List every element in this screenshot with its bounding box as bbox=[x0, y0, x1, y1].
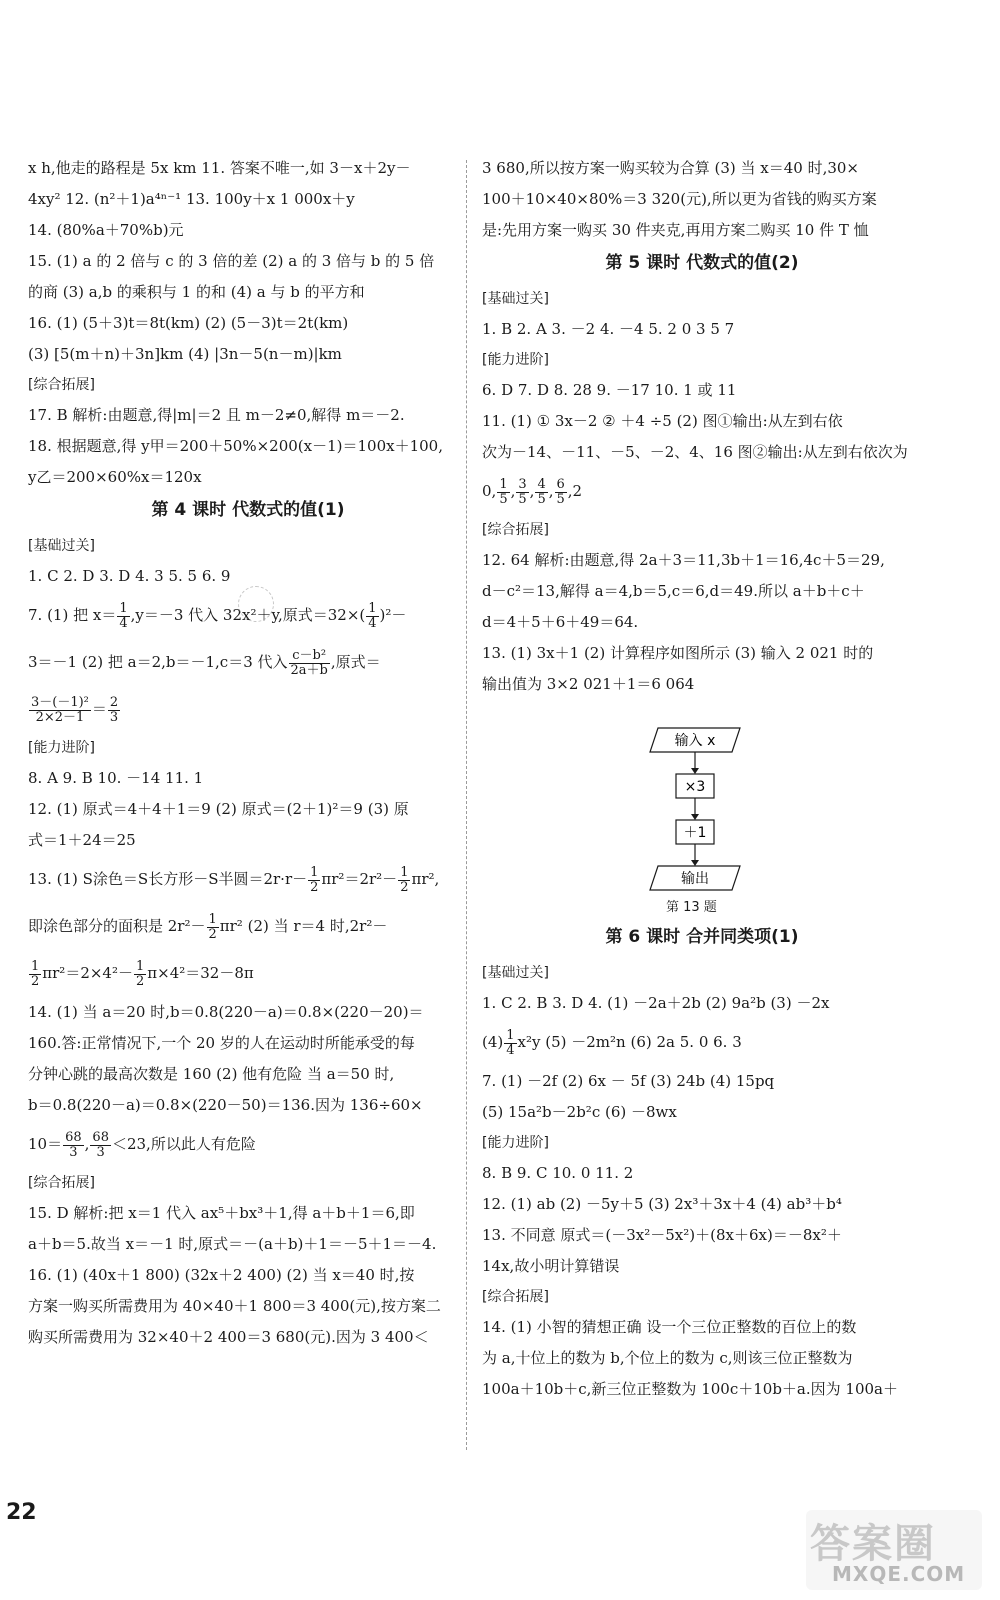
fraction bbox=[134, 960, 146, 989]
text-line: 7. (1) －2f (2) 6x － 5f (3) 24b (4) 15pq bbox=[482, 1072, 775, 1090]
fraction bbox=[516, 478, 528, 507]
text-line: 18. 根据题意,得 y甲＝200＋50%×200(x－1)＝100x＋100, bbox=[28, 437, 443, 455]
section-heading: [基础过关] bbox=[482, 291, 549, 307]
text-span: 即涂色部分的面积是 2r²－ bbox=[28, 917, 206, 935]
text-span: ,y＝－3 代入 32x²＋y,原式＝32×( bbox=[130, 606, 366, 624]
fraction-denominator: 2 bbox=[400, 879, 409, 895]
fraction bbox=[29, 696, 91, 725]
text-line: x h,他走的路程是 5x km 11. 答案不唯一,如 3－x＋2y－ bbox=[28, 159, 411, 177]
text-line: (5) 15a²b－2b²c (6) －8wx bbox=[482, 1103, 677, 1121]
text-line: 1. C 2. B 3. D 4. (1) －2a＋2b (2) 9a²b (3) －2x bbox=[482, 994, 830, 1012]
text-line: 12. (1) ab (2) －5y＋5 (3) 2x³＋3x＋4 (4) ab³＋b⁴ bbox=[482, 1195, 842, 1213]
text-line: 是:先用方案一购买 30 件夹克,再用方案二购买 10 件 T 恤 bbox=[482, 221, 869, 239]
text-line: 15. (1) a 的 2 倍与 c 的 3 倍的差 (2) a 的 3 倍与 b 的 5 倍 bbox=[28, 252, 435, 270]
text-span: 7. (1) 把 x＝ bbox=[28, 606, 117, 624]
fraction-numerator: 1 bbox=[506, 1027, 515, 1043]
left-column bbox=[28, 158, 468, 1358]
text-span: 10＝ bbox=[28, 1135, 63, 1153]
text-line: 14. (80%a＋70%b)元 bbox=[28, 221, 184, 239]
text-line: y乙＝200×60%x＝120x bbox=[28, 468, 202, 486]
text-line: 16. (1) (40x＋1 800) (32x＋2 400) (2) 当 x＝40 时,按 bbox=[28, 1266, 415, 1284]
fraction-denominator: 5 bbox=[499, 491, 508, 507]
text-line bbox=[28, 1126, 468, 1162]
text-line: a＋b＝5.故当 x＝－1 时,原式＝－(a＋b)＋1＝－5＋1＝－4. bbox=[28, 1235, 437, 1253]
fraction bbox=[504, 1029, 516, 1058]
section-heading: [综合拓展] bbox=[28, 1175, 95, 1191]
text-span: ,原式＝ bbox=[330, 653, 381, 671]
text-line: 8. A 9. B 10. －14 11. 1 bbox=[28, 769, 204, 787]
fraction-denominator: 2 bbox=[136, 973, 145, 989]
text-span: )²－ bbox=[379, 606, 407, 624]
text-line bbox=[482, 1024, 922, 1060]
fraction bbox=[398, 866, 410, 895]
text-line: 1. B 2. A 3. －2 4. －4 5. 2 0 3 5 7 bbox=[482, 320, 735, 338]
fraction-denominator: 5 bbox=[556, 491, 565, 507]
section-heading: [基础过关] bbox=[482, 965, 549, 981]
section-heading: [综合拓展] bbox=[28, 377, 95, 393]
text-span: ＜23,所以此人有危险 bbox=[111, 1135, 256, 1153]
text-line: 8. B 9. C 10. 0 11. 2 bbox=[482, 1164, 634, 1182]
fraction bbox=[117, 602, 129, 631]
text-line: 6. D 7. D 8. 28 9. －17 10. 1 或 11 bbox=[482, 381, 737, 399]
lesson-title: 第 6 课时 合并同类项(1) bbox=[605, 927, 799, 947]
text-span: , bbox=[84, 1135, 90, 1153]
fraction-numerator: 3 bbox=[518, 476, 527, 492]
text-line bbox=[28, 861, 468, 897]
section-heading: [能力进阶] bbox=[28, 740, 95, 756]
fraction-numerator: 1 bbox=[136, 958, 145, 974]
text-line: 方案一购买所需费用为 40×40＋1 800＝3 400(元),按方案二 bbox=[28, 1297, 441, 1315]
text-line: 的商 (3) a,b 的乘积与 1 的和 (4) a 与 b 的平方和 bbox=[28, 283, 365, 301]
text-line: 14. (1) 当 a＝20 时,b＝0.8(220－a)＝0.8×(220－20)＝ bbox=[28, 1003, 424, 1021]
section-heading: [基础过关] bbox=[28, 538, 95, 554]
fraction bbox=[63, 1131, 84, 1160]
lesson-title: 第 5 课时 代数式的值(2) bbox=[605, 253, 799, 273]
text-span: ,2 bbox=[567, 482, 583, 500]
fraction-denominator: 4 bbox=[506, 1042, 515, 1058]
fraction-numerator: 1 bbox=[208, 911, 217, 927]
text-line bbox=[28, 644, 468, 680]
text-line: 分钟心跳的最高次数是 160 (2) 他有危险 当 a＝50 时, bbox=[28, 1065, 395, 1083]
text-line: d＝4＋5＋6＋49＝64. bbox=[482, 613, 639, 631]
text-line bbox=[28, 691, 468, 727]
text-span: x²y (5) －2m²n (6) 2a 5. 0 6. 3 bbox=[517, 1033, 742, 1051]
flow-arrowhead bbox=[691, 814, 699, 820]
fraction-numerator: 68 bbox=[65, 1129, 82, 1145]
fraction bbox=[207, 913, 219, 942]
text-span: 0, bbox=[482, 482, 497, 500]
text-line: 100a＋10b＋c,新三位正整数为 100c＋10b＋a.因为 100a＋ bbox=[482, 1380, 898, 1398]
fraction-numerator: c－b² bbox=[289, 649, 330, 664]
fraction-numerator: 1 bbox=[31, 958, 40, 974]
text-span: , bbox=[548, 482, 554, 500]
watermark-text: 答案圈 bbox=[810, 1521, 936, 1567]
text-line: 1. C 2. D 3. D 4. 3 5. 5 6. 9 bbox=[28, 567, 231, 585]
fraction-denominator: 5 bbox=[518, 491, 527, 507]
section-heading: [综合拓展] bbox=[482, 522, 549, 538]
text-line: 为 a,十位上的数为 b,个位上的数为 c,则该三位正整数为 bbox=[482, 1349, 853, 1367]
fraction-denominator: 2 bbox=[208, 926, 217, 942]
flow-arrowhead bbox=[691, 768, 699, 774]
fraction-numerator: 1 bbox=[400, 864, 409, 880]
section-heading: [综合拓展] bbox=[482, 1289, 549, 1305]
flow-input-label: 输入 x bbox=[674, 733, 716, 749]
text-span: πr²＝2×4²－ bbox=[42, 964, 133, 982]
text-span: (4) bbox=[482, 1033, 504, 1051]
fraction-numerator: 4 bbox=[537, 476, 546, 492]
text-span: ＝ bbox=[91, 700, 107, 718]
section-heading: [能力进阶] bbox=[482, 1135, 549, 1151]
text-line: 16. (1) (5＋3)t＝8t(km) (2) (5－3)t＝2t(km) bbox=[28, 314, 349, 332]
fraction-denominator: 3 bbox=[96, 1144, 105, 1160]
text-line bbox=[482, 473, 922, 509]
fraction bbox=[90, 1131, 111, 1160]
fraction-denominator: 4 bbox=[368, 615, 377, 631]
fraction-numerator: 2 bbox=[109, 694, 119, 710]
text-span: π×4²＝32－8π bbox=[147, 964, 254, 982]
fraction-numerator: 68 bbox=[92, 1129, 109, 1145]
fraction-denominator: 2 bbox=[31, 973, 40, 989]
fraction bbox=[29, 960, 41, 989]
text-line: 13. 不同意 原式＝(－3x²－5x²)＋(8x＋6x)＝－8x²＋ bbox=[482, 1226, 842, 1244]
fraction bbox=[366, 602, 378, 631]
text-line: 15. D 解析:把 x＝1 代入 ax⁵＋bx³＋1,得 a＋b＋1＝6,即 bbox=[28, 1204, 415, 1222]
text-line: d－c²＝13,解得 a＝4,b＝5,c＝6,d＝49.所以 a＋b＋c＋ bbox=[482, 582, 865, 600]
fraction bbox=[497, 478, 509, 507]
column-divider bbox=[466, 160, 467, 1450]
fraction-denominator: 2×2－1 bbox=[35, 709, 85, 725]
fraction bbox=[555, 478, 567, 507]
text-line: 14x,故小明计算错误 bbox=[482, 1257, 620, 1275]
fraction bbox=[308, 866, 320, 895]
text-line: 12. (1) 原式＝4＋4＋1＝9 (2) 原式＝(2＋1)²＝9 (3) 原 bbox=[28, 800, 409, 818]
text-line: 17. B 解析:由题意,得|m|＝2 且 m－2≠0,解得 m＝－2. bbox=[28, 406, 405, 424]
text-line: b＝0.8(220－a)＝0.8×(220－50)＝136.因为 136÷60× bbox=[28, 1096, 423, 1114]
fraction-numerator: 1 bbox=[499, 476, 508, 492]
text-span: πr², bbox=[411, 870, 440, 888]
fraction bbox=[289, 649, 330, 678]
fraction-denominator: 3 bbox=[69, 1144, 78, 1160]
faint-stamp bbox=[238, 586, 274, 622]
flow-step-multiply-label: ×3 bbox=[684, 779, 706, 795]
text-line bbox=[28, 908, 468, 944]
text-line bbox=[28, 955, 468, 991]
fraction-denominator: 2 bbox=[310, 879, 319, 895]
text-span: πr² (2) 当 r＝4 时,2r²－ bbox=[219, 917, 388, 935]
lesson-title: 第 4 课时 代数式的值(1) bbox=[151, 500, 345, 520]
text-span: , bbox=[529, 482, 535, 500]
flowchart-svg bbox=[650, 726, 750, 896]
figure-caption: 第 13 题 bbox=[666, 900, 717, 915]
text-span: πr²＝2r²－ bbox=[321, 870, 398, 888]
flow-arrowhead bbox=[691, 860, 699, 866]
text-line: (3) [5(m＋n)＋3n]km (4) |3n－5(n－m)|km bbox=[28, 345, 342, 363]
page-number: 22 bbox=[6, 1500, 37, 1525]
text-line: 11. (1) ① 3x－2 ② ＋4 ÷5 (2) 图①输出:从左到右依 bbox=[482, 412, 843, 430]
fraction bbox=[535, 478, 547, 507]
text-line: 13. (1) 3x＋1 (2) 计算程序如图所示 (3) 输入 2 021 时的 bbox=[482, 644, 874, 662]
fraction-numerator: 1 bbox=[119, 600, 128, 616]
site-watermark bbox=[806, 1510, 982, 1590]
text-span: , bbox=[510, 482, 516, 500]
text-line: 3 680,所以按方案一购买较为合算 (3) 当 x＝40 时,30× bbox=[482, 159, 860, 177]
text-line: 购买所需费用为 32×40＋2 400＝3 680(元).因为 3 400＜ bbox=[28, 1328, 429, 1346]
fraction-denominator: 2a＋b bbox=[290, 662, 328, 678]
text-line: 12. 64 解析:由题意,得 2a＋3＝11,3b＋1＝16,4c＋5＝29, bbox=[482, 551, 885, 569]
text-span: 3＝－1 (2) 把 a＝2,b＝－1,c＝3 代入 bbox=[28, 653, 288, 671]
text-line: 4xy² 12. (n²＋1)a⁴ⁿ⁻¹ 13. 100y＋x 1 000x＋y bbox=[28, 190, 355, 208]
fraction-numerator: 1 bbox=[368, 600, 377, 616]
fraction-numerator: 6 bbox=[556, 476, 565, 492]
watermark-url: MXQE.COM bbox=[832, 1562, 966, 1586]
flow-step-add-label: ＋1 bbox=[683, 825, 707, 841]
section-heading: [能力进阶] bbox=[482, 352, 549, 368]
fraction-denominator: 3 bbox=[109, 709, 119, 725]
text-line: 14. (1) 小智的猜想正确 设一个三位正整数的百位上的数 bbox=[482, 1318, 857, 1336]
fraction-numerator: 3－(－1)² bbox=[31, 694, 89, 710]
fraction-denominator: 4 bbox=[119, 615, 128, 631]
fraction-numerator: 1 bbox=[310, 864, 319, 880]
text-line: 100＋10×40×80%＝3 320(元),所以更为省钱的购买方案 bbox=[482, 190, 877, 208]
text-line: 式＝1＋24＝25 bbox=[28, 831, 136, 849]
flow-output-label: 输出 bbox=[681, 871, 709, 887]
fraction bbox=[108, 696, 120, 725]
text-span: 13. (1) S涂色＝S长方形－S半圆＝2r·r－ bbox=[28, 870, 308, 888]
fraction-denominator: 5 bbox=[537, 491, 546, 507]
text-line: 次为－14、－11、－5、－2、4、16 图②输出:从左到右依次为 bbox=[482, 443, 908, 461]
text-line: 160.答:正常情况下,一个 20 岁的人在运动时所能承受的每 bbox=[28, 1034, 415, 1052]
text-line: 输出值为 3×2 021＋1＝6 064 bbox=[482, 675, 695, 693]
